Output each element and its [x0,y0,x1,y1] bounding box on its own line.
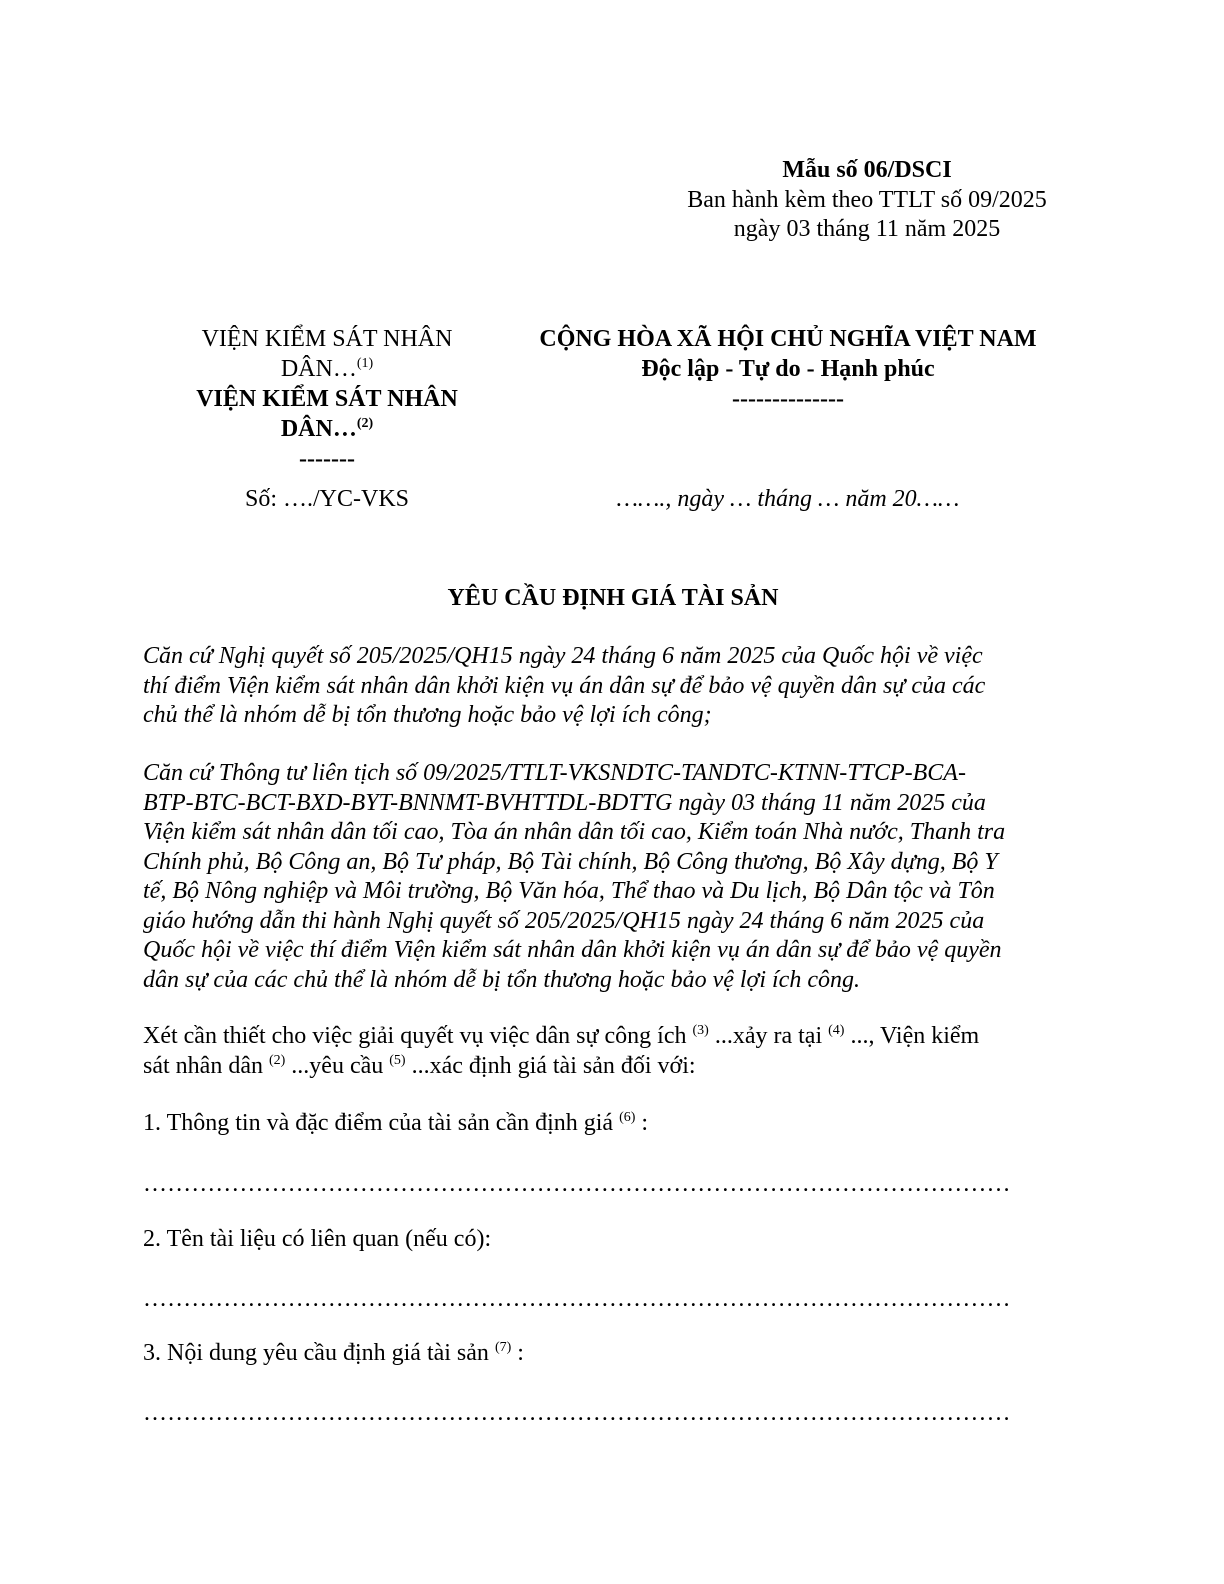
fill-in-line-1[interactable]: ……………………………………………………………………………………………… [143,1171,1011,1197]
text-line: sát nhân dân $^{(2)}$ ...yêu cầu $^{(5)}$ ...xác định giá tài sản đối với: [143,1052,696,1079]
form-issued-date: ngày 03 tháng 11 năm 2025 [733,216,1001,242]
agency-line-3: VIỆN KIỂM SÁT NHÂN [196,386,458,412]
text-line: Xét cần thiết cho việc giải quyết vụ việc dân sự công ích $^{(3)}$ ...xảy ra tại $^{(4)}$ ..., Viện kiểm [143,1023,980,1049]
agency-line-2: DÂN…$^{(1)}$ [280,356,374,382]
legal-basis-circular [143,759,1083,995]
text-line: thí điểm Viện kiểm sát nhân dân khởi kiện vụ án dân sự để bảo vệ quyền dân sự của các [143,672,986,699]
item-valuation-request: 3. Nội dung yêu cầu định giá tài sản $^{(7)}$ : [143,1340,524,1366]
form-number: Mẫu số 06/DSCI [782,157,952,183]
nation-divider: -------------- [732,386,844,412]
agency-line-1: VIỆN KIỂM SÁT NHÂN [201,326,453,352]
item-related-documents: 2. Tên tài liệu có liên quan (nếu có): [143,1226,492,1252]
text-line: chủ thể là nhóm dễ bị tổn thương hoặc bảo vệ lợi ích công; [143,702,712,728]
form-header [652,156,1082,245]
agency-line-4: DÂN…$^{(2)}$ [280,416,374,442]
text-line: tế, Bộ Nông nghiệp và Môi trường, Bộ Văn hóa, Thể thao và Du lịch, Bộ Dân tộc và Tôn [143,878,995,904]
footnote-ref-5: (5) [389,1052,406,1068]
footnote-ref-6: (6) [619,1110,636,1125]
fill-in-line-3[interactable]: ……………………………………………………………………………………………… [143,1400,1011,1426]
document-title: YÊU CẦU ĐỊNH GIÁ TÀI SẢN [447,585,779,611]
agency-block [172,325,482,475]
legal-basis-resolution [143,642,1083,731]
footnote-ref-1: (1) [356,356,374,371]
nation-block [500,325,1076,415]
text-line: Viện kiểm sát nhân dân tối cao, Tòa án nhân dân tối cao, Kiểm toán Nhà nước, Thanh tra [143,819,1006,845]
footnote-ref-2b: (2) [268,1052,286,1068]
form-issued-with: Ban hành kèm theo TTLT số 09/2025 [687,186,1047,213]
footnote-ref-2: (2) [356,416,374,431]
place-date: ……., ngày … tháng … năm 20…… [616,486,960,512]
nation-motto: Độc lập - Tự do - Hạnh phúc [641,356,935,382]
footnote-ref-4: (4) [828,1023,845,1038]
text-line: BTP-BTC-BCT-BXD-BYT-BNNMT-BVHTTDL-BDTTG ngày 03 tháng 11 năm 2025 của [143,789,986,816]
text-line: Quốc hội về việc thí điểm Viện kiểm sát nhân dân khởi kiện vụ án dân sự để bảo vệ quyền [143,937,1002,963]
nation-name: CỘNG HÒA XÃ HỘI CHỦ NGHĨA VIỆT NAM [539,326,1037,352]
document-number: Số: …./YC-VKS [244,486,410,512]
fill-in-line-2[interactable]: ……………………………………………………………………………………………… [143,1286,1011,1312]
text-line: Căn cứ Thông tư liên tịch số 09/2025/TTLT-VKSNDTC-TANDTC-KTNN-TTCP-BCA- [143,760,966,786]
text-line: dân sự của các chủ thể là nhóm dễ bị tổn thương hoặc bảo vệ lợi ích công. [143,966,860,993]
footnote-ref-3: (3) [692,1023,709,1038]
text-line: Căn cứ Nghị quyết số 205/2025/QH15 ngày 24 tháng 6 năm 2025 của Quốc hội về việc [143,643,983,669]
consideration-paragraph [143,1022,1083,1081]
text-line: giáo hướng dẫn thi hành Nghị quyết số 205/2025/QH15 ngày 24 tháng 6 năm 2025 của [143,907,985,934]
footnote-ref-7: (7) [494,1340,512,1355]
text-line: Chính phủ, Bộ Công an, Bộ Tư pháp, Bộ Tài chính, Bộ Công thương, Bộ Xây dựng, Bộ Y [143,848,998,875]
agency-divider: ------- [299,446,355,472]
item-asset-info: 1. Thông tin và đặc điểm của tài sản cần định giá $^{(6)}$ : [143,1110,649,1136]
